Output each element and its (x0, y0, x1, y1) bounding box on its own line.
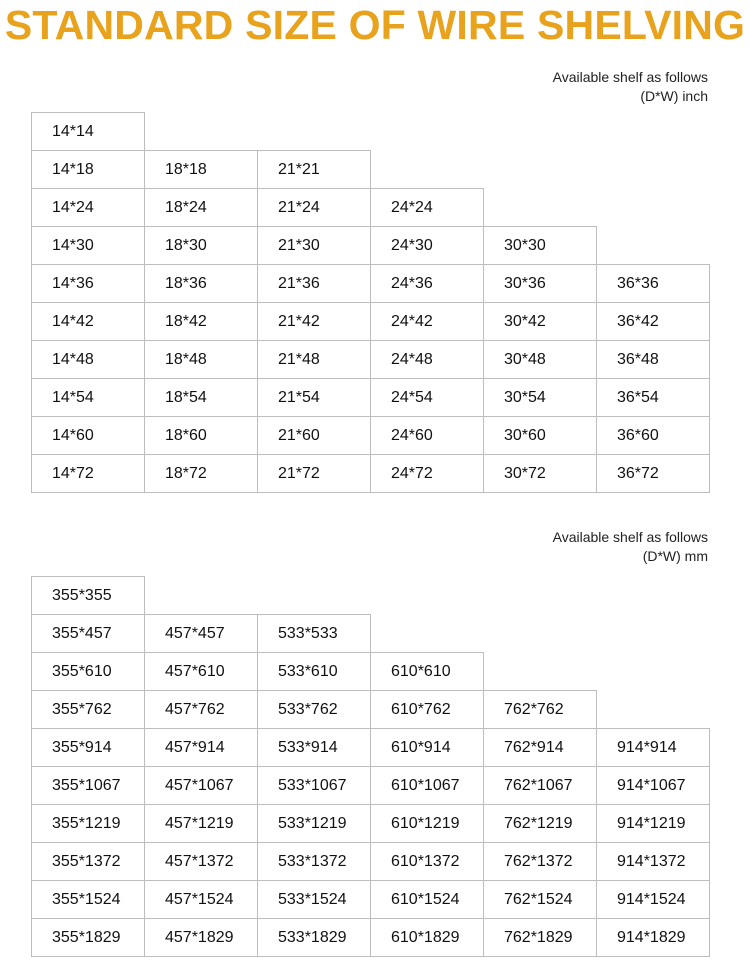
size-cell: 18*24 (144, 188, 258, 227)
size-cell: 14*30 (31, 226, 145, 265)
size-cell: 30*48 (483, 340, 597, 379)
size-cell: 762*1219 (483, 804, 597, 843)
size-cell: 24*30 (370, 226, 484, 265)
size-cell: 18*60 (144, 416, 258, 455)
size-cell: 914*914 (596, 728, 710, 767)
size-cell: 610*1524 (370, 880, 484, 919)
size-cell: 24*72 (370, 454, 484, 493)
size-cell: 21*60 (257, 416, 371, 455)
size-cell: 21*48 (257, 340, 371, 379)
size-cell: 30*54 (483, 378, 597, 417)
size-cell: 21*21 (257, 150, 371, 189)
size-cell: 533*533 (257, 614, 371, 653)
size-cell: 36*42 (596, 302, 710, 341)
size-cell: 533*914 (257, 728, 371, 767)
size-cell: 914*1524 (596, 880, 710, 919)
size-cell: 914*1219 (596, 804, 710, 843)
size-cell: 24*24 (370, 188, 484, 227)
size-cell: 14*48 (31, 340, 145, 379)
size-cell: 457*1067 (144, 766, 258, 805)
size-cell: 533*1829 (257, 918, 371, 957)
inch-note-line1: Available shelf as follows (552, 69, 708, 85)
size-cell: 18*18 (144, 150, 258, 189)
size-cell: 457*914 (144, 728, 258, 767)
size-cell: 36*54 (596, 378, 710, 417)
size-cell: 533*762 (257, 690, 371, 729)
size-cell: 21*30 (257, 226, 371, 265)
size-cell: 533*610 (257, 652, 371, 691)
mm-table-note (553, 528, 708, 566)
size-cell: 914*1067 (596, 766, 710, 805)
size-cell: 14*60 (31, 416, 145, 455)
size-cell: 14*72 (31, 454, 145, 493)
size-cell: 14*24 (31, 188, 145, 227)
size-cell: 14*36 (31, 264, 145, 303)
size-cell: 24*42 (370, 302, 484, 341)
size-cell: 355*914 (31, 728, 145, 767)
size-cell: 457*1372 (144, 842, 258, 881)
size-cell: 30*42 (483, 302, 597, 341)
size-cell: 610*610 (370, 652, 484, 691)
size-cell: 610*914 (370, 728, 484, 767)
size-cell: 36*36 (596, 264, 710, 303)
mm-note-line1: Available shelf as follows (552, 529, 708, 545)
inch-table-note (553, 68, 708, 106)
size-cell: 14*42 (31, 302, 145, 341)
size-cell: 21*42 (257, 302, 371, 341)
size-cell: 36*72 (596, 454, 710, 493)
size-cell: 36*48 (596, 340, 710, 379)
size-cell: 24*54 (370, 378, 484, 417)
size-cell: 18*36 (144, 264, 258, 303)
size-cell: 18*48 (144, 340, 258, 379)
size-cell: 21*72 (257, 454, 371, 493)
size-cell: 21*24 (257, 188, 371, 227)
size-cell: 762*1524 (483, 880, 597, 919)
size-cell: 610*1372 (370, 842, 484, 881)
size-cell: 36*60 (596, 416, 710, 455)
size-cell: 355*457 (31, 614, 145, 653)
size-cell: 18*30 (144, 226, 258, 265)
size-cell: 30*30 (483, 226, 597, 265)
size-cell: 355*355 (31, 576, 145, 615)
size-cell: 355*762 (31, 690, 145, 729)
size-cell: 457*457 (144, 614, 258, 653)
size-cell: 18*54 (144, 378, 258, 417)
size-cell: 762*914 (483, 728, 597, 767)
size-cell: 24*60 (370, 416, 484, 455)
size-cell: 21*36 (257, 264, 371, 303)
size-cell: 14*18 (31, 150, 145, 189)
size-cell: 355*610 (31, 652, 145, 691)
size-cell: 457*762 (144, 690, 258, 729)
mm-note-line2: (D*W) mm (642, 548, 708, 564)
size-cell: 30*60 (483, 416, 597, 455)
size-cell: 457*1219 (144, 804, 258, 843)
size-cell: 30*36 (483, 264, 597, 303)
size-cell: 24*36 (370, 264, 484, 303)
size-cell: 30*72 (483, 454, 597, 493)
size-cell: 18*42 (144, 302, 258, 341)
size-cell: 762*1372 (483, 842, 597, 881)
size-cell: 355*1219 (31, 804, 145, 843)
size-cell: 14*54 (31, 378, 145, 417)
size-cell: 533*1524 (257, 880, 371, 919)
size-cell: 457*610 (144, 652, 258, 691)
size-cell: 457*1524 (144, 880, 258, 919)
size-cell: 914*1829 (596, 918, 710, 957)
size-cell: 355*1524 (31, 880, 145, 919)
size-cell: 914*1372 (596, 842, 710, 881)
size-cell: 18*72 (144, 454, 258, 493)
page-title: STANDARD SIZE OF WIRE SHELVING (4, 2, 746, 48)
size-cell: 355*1829 (31, 918, 145, 957)
size-cell: 533*1372 (257, 842, 371, 881)
size-cell: 762*1067 (483, 766, 597, 805)
size-cell: 610*1067 (370, 766, 484, 805)
size-cell: 21*54 (257, 378, 371, 417)
size-cell: 24*48 (370, 340, 484, 379)
size-cell: 762*1829 (483, 918, 597, 957)
size-cell: 355*1067 (31, 766, 145, 805)
size-cell: 610*1829 (370, 918, 484, 957)
size-cell: 355*1372 (31, 842, 145, 881)
size-cell: 610*1219 (370, 804, 484, 843)
inch-note-line2: (D*W) inch (640, 88, 708, 104)
size-cell: 457*1829 (144, 918, 258, 957)
size-cell: 762*762 (483, 690, 597, 729)
size-cell: 533*1067 (257, 766, 371, 805)
size-cell: 14*14 (31, 112, 145, 151)
size-cell: 533*1219 (257, 804, 371, 843)
size-cell: 610*762 (370, 690, 484, 729)
